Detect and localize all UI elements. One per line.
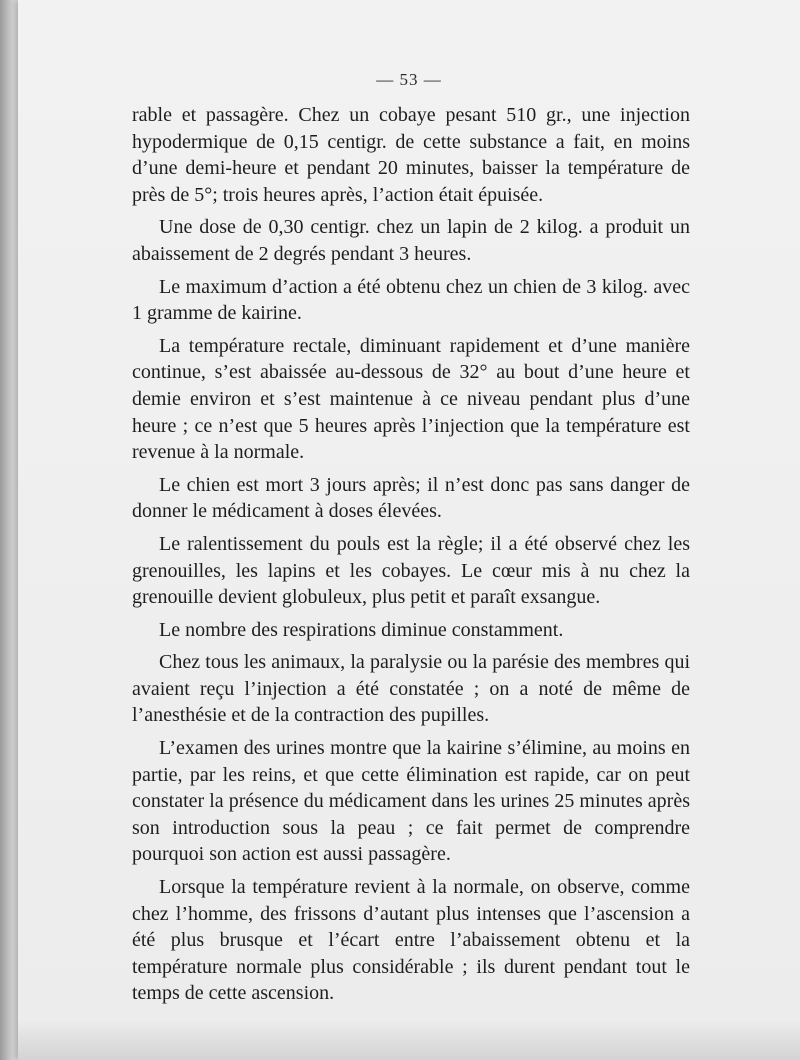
paragraph: Le chien est mort 3 jours après; il n’est donc pas sans danger de donner le médicament à doses élevées. xyxy=(132,473,690,523)
paragraph: Chez tous les animaux, la paralysie ou la parésie des membres qui avaient reçu l’injection a été constatée ; on a noté de même de l’anesthésie et de la contraction des pupilles. xyxy=(132,651,690,727)
paragraph: Lorsque la température revient à la normale, on observe, comme chez l’homme, des frissons d’autant plus intenses que l’ascension a été plus brusque et l’écart entre l’abaissement obtenu et la température normale plus considérable ; ils durent pendant tout le temps de cette ascension. xyxy=(132,876,690,1005)
paragraph: Une dose de 0,30 centigr. chez un lapin de 2 kilog. a produit un abaissement de 2 degrés pendant 3 heures. xyxy=(132,216,690,265)
body-text xyxy=(132,102,690,1013)
paragraph: Le maximum d’action a été obtenu chez un chien de 3 kilog. avec 1 gramme de kairine. xyxy=(132,275,690,325)
page-number: — 53 — xyxy=(376,70,442,89)
paragraph: Le nombre des respirations diminue constamment. xyxy=(159,618,564,641)
paragraph-continuation: rable et passagère. Chez un cobaye pesant 510 gr., une injection hypodermique de 0,15 centigr. de cette substance a fait, en moins d’une demi-heure et pendant 20 minutes, baisser la température de près de 5°; trois heures après, l’action était épuisée. xyxy=(132,104,690,206)
book-page xyxy=(18,0,800,1060)
paragraph: L’examen des urines montre que la kairine s’élimine, au moins en partie, par les reins, et que cette élimination est rapide, car on peut constater la présence du médicament dans les urines 25 minutes après son introduction sous la peau ; ce fait permet de comprendre pourquoi son action est aussi passagère. xyxy=(132,737,690,866)
paragraph: La température rectale, diminuant rapidement et d’une manière continue, s’est abaissée au-dessous de 32° au bout d’une heure et demie environ et s’est maintenue à ce niveau pendant plus d’une heure ; ce n’est que 5 heures après l’injection que la température est revenue à la normale. xyxy=(132,334,690,464)
paragraph: Le ralentissement du pouls est la règle; il a été observé chez les grenouilles, les lapins et les cobayes. Le cœur mis à nu chez la grenouille devient globuleux, plus petit et paraît exsangue. xyxy=(132,532,690,609)
page-bottom-shadow xyxy=(18,1020,800,1060)
